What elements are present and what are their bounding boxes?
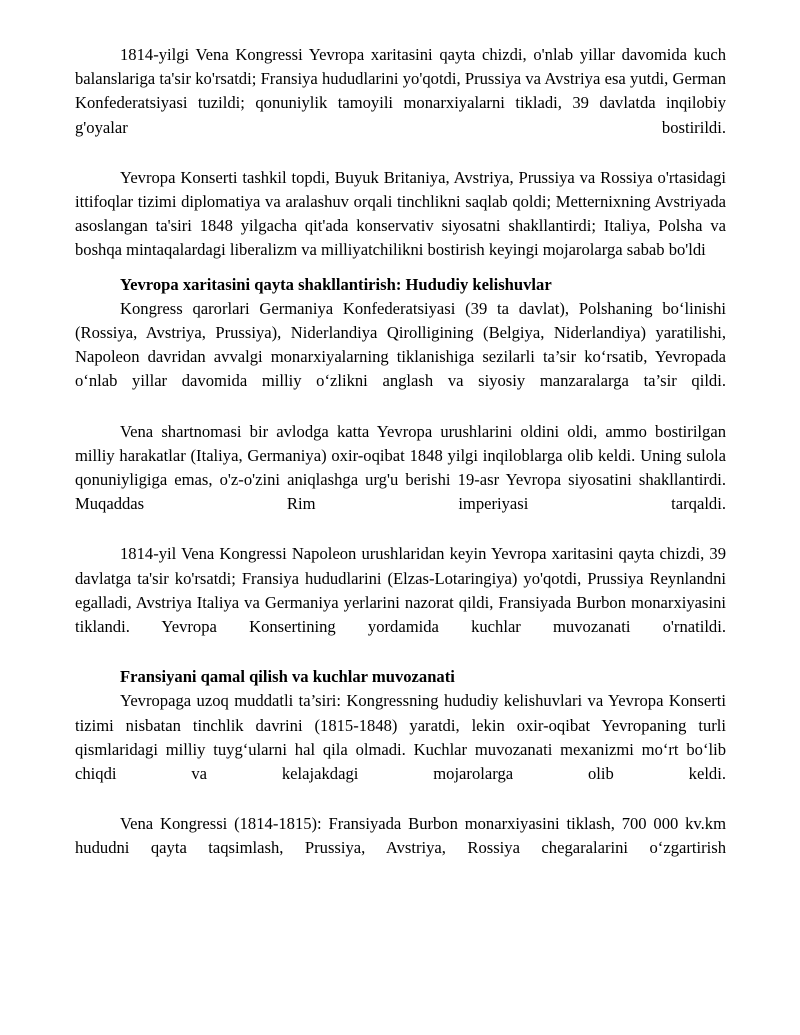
paragraph-vienna-treaty: Vena shartnomasi bir avlodga katta Yevropa urushlarini oldini oldi, ammo bostirilgan milliy harakatlar (Italiya, Germaniya) oxir-oqibat 1848 yilgi inqiloblarga olib keldi. Uning sulola qonuniyligiga emas, o'z-o'zini aniqlashga urg'u berishi 19-asr Yevropa siyosatini shakllantirdi. Muqaddas Rim imperiyasi tarqaldi. [75, 421, 726, 514]
paragraph-vienna-congress-map: 1814-yilgi Vena Kongressi Yevropa xaritasini qayta chizdi, o'nlab yillar davomida kuch balanslariga ta'sir ko'rsatdi; Fransiya hududlarini yo'qotdi, Prussiya va Avstriya esa yutdi, German Konfederatsiyasi tuzildi; qonuniylik tamoyili monarxiyalarni tikladi, 39 davlatda inqilobiy g'oyalar bostirildi. [75, 45, 726, 137]
paragraph-long-term-impact: Yevropaga uzoq muddatli ta’siri: Kongressning hududiy kelishuvlari va Yevropa Konserti tizimi nisbatan tinchlik davrini (1815-1848) yaratdi, lekin oxir-oqibat Yevropaning turli qismlaridagi milliy tuyg‘ularni hal qila olmadi. Kuchlar muvozanati mexanizmi mo‘rt bo‘lib chiqdi va kelajakdagi mojarolarga olib keldi. [75, 691, 726, 784]
paragraph-gap [75, 786, 726, 812]
paragraph-gap [75, 516, 726, 542]
document-body [75, 43, 726, 861]
paragraph-1814-congress: 1814-yil Vena Kongressi Napoleon urushlaridan keyin Yevropa xaritasini qayta chizdi, 39 davlatga ta'sir ko'rsatdi; Fransiya hududlarini (Elzas-Lotaringiya) yo'qotdi, Prussiya Reynlandni egalladi, Avstriya Italiya va Germaniya yerlarini nazorat qildi, Fransiyada Burbon monarxiyasini tiklandi. Yevropa Konsertining yordamida kuchlar muvozanati o'rnatildi. [75, 544, 726, 637]
paragraph-gap [75, 394, 726, 420]
paragraph-gap [75, 639, 726, 665]
paragraph-vienna-congress-summary: Vena Kongressi (1814-1815): Fransiyada Burbon monarxiyasini tiklash, 700 000 kv.km hududni qayta taqsimlash, Prussiya, Avstriya, Rossiya chegaralarini o‘zgartirish [75, 814, 726, 858]
paragraph-gap [75, 140, 726, 166]
section-heading-territorial: Yevropa xaritasini qayta shakllantirish: Hududiy kelishuvlar [120, 274, 552, 294]
paragraph-concert-of-europe: Yevropa Konserti tashkil topdi, Buyuk Britaniya, Avstriya, Prussiya va Rossiya o'rtasidagi ittifoqlar tizimi diplomatiya va aralashuv orqali tinchlikni saqlab qoldi; Metternixning Avstriyada asoslangan ta'siri 1848 yilgacha qit'ada konservativ siyosatni shakllantirdi; Italiya, Polsha va boshqa mintaqalardagi liberalizm va milliyatchilikni bostirish keyingi mojarolarga sabab bo'ldi [75, 167, 726, 260]
section-heading-balance-of-power: Fransiyani qamal qilish va kuchlar muvozanati [120, 667, 455, 687]
paragraph-congress-decisions: Kongress qarorlari Germaniya Konfederatsiyasi (39 ta davlat), Polshaning bo‘linishi (Rossiya, Avstriya, Prussiya), Niderlandiya Qirolligining (Belgiya, Niderlandiya) yaratilishi, Napoleon davridan avvalgi monarxiyalarning tiklanishiga sezilarli ta’sir ko‘rsatib, Yevropada o‘nlab yillar davomida milliy o‘zlikni anglash va siyosiy manzaralarga ta’sir qildi. [75, 298, 726, 391]
paragraph-gap [75, 263, 726, 273]
